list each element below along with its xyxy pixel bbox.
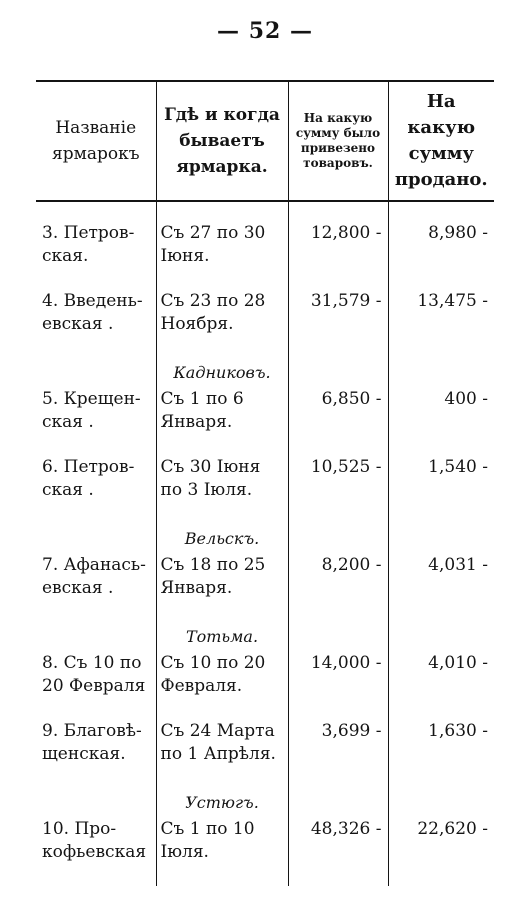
fair-name-cell [36, 222, 156, 290]
fair-name-line: евская . [42, 314, 114, 334]
table-spacer-row [36, 201, 494, 222]
fair-name-line: 5. Крещен- [42, 389, 141, 409]
fair-date-cell [156, 652, 288, 720]
table-row [36, 290, 494, 358]
district-heading: Тотьма. [156, 622, 288, 652]
district-empty-cell [388, 622, 494, 652]
goods-sold-value: 13,475 - [388, 290, 494, 358]
fair-date-cell [156, 720, 288, 788]
fair-date-line: Съ 10 по 20 [160, 653, 266, 673]
fair-name-line: 3. Петров- [42, 223, 135, 243]
fair-date-line: Іюля. [160, 842, 209, 862]
fair-date-line: Января. [160, 578, 233, 598]
district-empty-cell [36, 358, 156, 388]
fair-date-line: Съ 27 по 30 [160, 223, 266, 243]
goods-brought-value: 12,800 - [288, 222, 388, 290]
goods-brought-value: 48,326 - [288, 818, 388, 886]
fair-date-cell [156, 554, 288, 622]
header-fair-name [36, 81, 156, 201]
goods-brought-value: 14,000 - [288, 652, 388, 720]
goods-sold-value: 8,980 - [388, 222, 494, 290]
fair-name-cell [36, 388, 156, 456]
header-place-time [156, 81, 288, 201]
fair-name-line: 10. Про- [42, 819, 117, 839]
table-row [36, 456, 494, 524]
district-empty-cell [388, 524, 494, 554]
goods-brought-value: 3,699 - [288, 720, 388, 788]
fair-name-line: щенская. [42, 744, 126, 764]
fair-name-cell [36, 818, 156, 886]
fair-date-cell [156, 388, 288, 456]
fair-date-cell [156, 456, 288, 524]
fair-name-line: 7. Афанась- [42, 555, 146, 575]
fair-name-line: 9. Благовѣ- [42, 721, 142, 741]
district-heading: Устюгъ. [156, 788, 288, 818]
fair-name-line: ская. [42, 246, 89, 266]
fair-name-line: кофьевская [42, 842, 147, 862]
fair-name-cell [36, 554, 156, 622]
district-row [36, 622, 494, 652]
fair-date-line: Съ 23 по 28 [160, 291, 266, 311]
district-empty-cell [288, 358, 388, 388]
goods-sold-value: 1,630 - [388, 720, 494, 788]
fair-name-line: 8. Съ 10 по [42, 653, 142, 673]
goods-brought-value: 6,850 - [288, 388, 388, 456]
district-empty-cell [288, 788, 388, 818]
fair-name-line: ская . [42, 412, 94, 432]
table-row [36, 554, 494, 622]
goods-sold-value: 4,010 - [388, 652, 494, 720]
fair-name-line: 20 Февраля [42, 676, 146, 696]
header-line: сумму [408, 143, 474, 164]
goods-sold-value: 1,540 - [388, 456, 494, 524]
district-row [36, 788, 494, 818]
district-empty-cell [36, 622, 156, 652]
fair-name-cell [36, 290, 156, 358]
table-row [36, 222, 494, 290]
spacer-cell [388, 201, 494, 222]
fair-date-line: Февраля. [160, 676, 243, 696]
fair-date-line: по 3 Іюля. [160, 480, 253, 500]
header-line: сумму было [295, 126, 381, 140]
goods-sold-value: 4,031 - [388, 554, 494, 622]
goods-brought-value: 31,579 - [288, 290, 388, 358]
fair-date-line: Ноября. [160, 314, 234, 334]
district-empty-cell [388, 788, 494, 818]
district-empty-cell [288, 622, 388, 652]
header-line: Названіе [55, 118, 137, 138]
fair-name-cell [36, 720, 156, 788]
fair-date-cell [156, 222, 288, 290]
district-empty-cell [288, 524, 388, 554]
district-empty-cell [36, 524, 156, 554]
goods-sold-value: 400 - [388, 388, 494, 456]
page-number: — 52 — [217, 18, 313, 44]
table-row [36, 720, 494, 788]
header-line: бываетъ [179, 131, 265, 151]
district-heading: Кадниковъ. [156, 358, 288, 388]
goods-brought-value: 8,200 - [288, 554, 388, 622]
fair-date-line: Съ 18 по 25 [160, 555, 266, 575]
goods-brought-value: 10,525 - [288, 456, 388, 524]
fair-date-line: Съ 1 по 10 [160, 819, 255, 839]
fair-name-line: 6. Петров- [42, 457, 135, 477]
district-empty-cell [36, 788, 156, 818]
district-heading: Вельскъ. [156, 524, 288, 554]
fair-name-cell [36, 456, 156, 524]
header-line: продано. [394, 169, 488, 190]
fair-date-line: Іюня. [160, 246, 210, 266]
header-line: На какую [407, 91, 476, 138]
header-goods-sold [388, 81, 494, 201]
fair-date-cell [156, 290, 288, 358]
fair-date-line: Съ 1 по 6 [160, 389, 244, 409]
header-line: привезено [300, 141, 376, 155]
fair-date-line: Января. [160, 412, 233, 432]
header-line: ярмарокъ [51, 144, 140, 164]
header-goods-brought [288, 81, 388, 201]
table-row [36, 652, 494, 720]
header-line: На какую [303, 111, 373, 125]
table-header-row [36, 81, 494, 201]
fair-date-line: по 1 Апрѣля. [160, 744, 276, 764]
fair-date-line: Съ 30 Іюня [160, 457, 261, 477]
fair-name-line: евская . [42, 578, 114, 598]
fair-name-cell [36, 652, 156, 720]
district-empty-cell [388, 358, 494, 388]
table-row [36, 388, 494, 456]
fairs-table [36, 80, 494, 916]
fair-name-line: 4. Введень- [42, 291, 143, 311]
spacer-cell [36, 201, 156, 222]
header-line: товаровъ. [303, 156, 373, 170]
spacer-cell [156, 201, 288, 222]
header-line: ярмарка. [176, 157, 268, 177]
fair-date-cell [156, 818, 288, 886]
district-row [36, 524, 494, 554]
fair-date-line: Съ 24 Марта [160, 721, 275, 741]
fair-name-line: ская . [42, 480, 94, 500]
header-line: Гдѣ и когда [164, 105, 280, 125]
table-row [36, 818, 494, 886]
district-row [36, 358, 494, 388]
goods-sold-value: 22,620 - [388, 818, 494, 886]
spacer-cell [288, 201, 388, 222]
fairs-table-grid [36, 80, 494, 886]
